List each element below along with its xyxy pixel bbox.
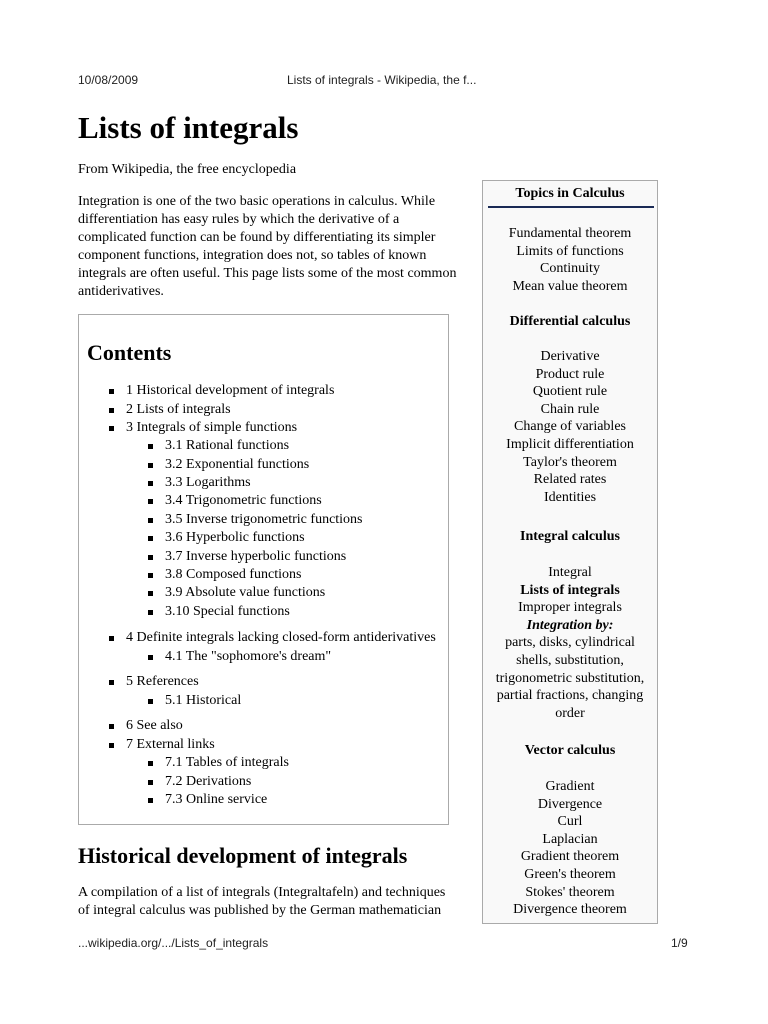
print-header-title: Lists of integrals - Wikipedia, the f... — [287, 73, 477, 87]
sidebar-link[interactable]: Improper integrals — [518, 600, 622, 616]
page-title: Lists of integrals — [78, 110, 299, 145]
sidebar-link[interactable]: Related rates — [533, 472, 607, 488]
toc-link[interactable]: 3.9 Absolute value functions — [165, 584, 325, 602]
toc-link[interactable]: 3.8 Composed functions — [165, 566, 302, 584]
sidebar-link[interactable]: Product rule — [535, 366, 605, 382]
sidebar-link[interactable]: Curl — [557, 814, 583, 830]
toc-link[interactable]: 7.2 Derivations — [165, 773, 251, 791]
sidebar-link[interactable]: Mean value theorem — [512, 278, 628, 294]
sidebar-link[interactable]: Divergence theorem — [513, 902, 627, 918]
toc-link[interactable]: 3.5 Inverse trigonometric functions — [165, 511, 363, 529]
sidebar-title[interactable]: Topics in Calculus — [515, 186, 625, 201]
sidebar-differential-group — [483, 348, 657, 506]
sidebar-link[interactable]: Fundamental theorem — [508, 226, 632, 241]
sidebar-link[interactable]: Identities — [543, 489, 597, 505]
sidebar-link[interactable]: Green's theorem — [524, 866, 616, 882]
toc-link[interactable]: 7.3 Online service — [165, 791, 267, 809]
page-number: 1/9 — [671, 936, 688, 950]
sidebar-current-item: Lists of integrals — [520, 582, 620, 598]
sidebar-link[interactable]: Divergence — [537, 796, 603, 812]
sidebar-link[interactable]: Chain rule — [540, 401, 600, 417]
toc-link[interactable]: 7.1 Tables of integrals — [165, 754, 289, 772]
toc-link[interactable]: 3.6 Hyperbolic functions — [165, 529, 305, 547]
sidebar-vector-group — [483, 778, 657, 919]
sidebar-text-line[interactable]: shells, substitution, — [516, 652, 624, 668]
tagline: From Wikipedia, the free encyclopedia — [78, 162, 297, 177]
toc-link[interactable]: 1 Historical development of integrals — [126, 382, 334, 400]
toc-link[interactable]: 3 Integrals of simple functions — [126, 419, 297, 437]
sidebar-link[interactable]: Stokes' theorem — [525, 884, 615, 900]
sidebar-divider — [488, 206, 654, 208]
sidebar-link[interactable]: Taylor's theorem — [523, 454, 617, 470]
section-paragraph: A compilation of a list of integrals (Integraltafeln) and techniques of integral calculus was published by the German mathematician — [78, 885, 446, 918]
sidebar-link[interactable]: Derivative — [540, 349, 600, 364]
toc-link[interactable]: 4 Definite integrals lacking closed-form antiderivatives — [126, 629, 436, 647]
toc-link[interactable]: 5 References — [126, 673, 199, 691]
toc-link[interactable]: 3.2 Exponential functions — [165, 456, 309, 474]
toc-link[interactable]: 7 External links — [126, 736, 215, 754]
sidebar-text-line[interactable]: order — [555, 705, 585, 721]
sidebar-subheading: Integration by: — [526, 617, 614, 633]
sidebar-link[interactable]: Change of variables — [514, 419, 626, 435]
toc-link[interactable]: 3.10 Special functions — [165, 603, 290, 621]
toc-link[interactable]: 3.1 Rational functions — [165, 437, 289, 455]
calculus-sidebar — [482, 180, 658, 924]
sidebar-text-line[interactable]: partial fractions, changing — [496, 688, 644, 704]
sidebar-link[interactable]: Integral — [548, 565, 592, 580]
toc-list — [79, 315, 448, 824]
print-footer-url: ...wikipedia.org/.../Lists_of_integrals — [78, 936, 269, 950]
sidebar-link[interactable]: Quotient rule — [532, 384, 608, 400]
toc-link[interactable]: 6 See also — [126, 717, 183, 735]
sidebar-heading-integral[interactable]: Integral calculus — [520, 529, 620, 544]
sidebar-link[interactable]: Limits of functions — [516, 243, 624, 259]
sidebar-link[interactable]: Continuity — [540, 261, 600, 277]
sidebar-link[interactable]: Implicit differentiation — [506, 436, 634, 452]
sidebar-text-line[interactable]: parts, disks, cylindrical — [505, 635, 635, 651]
sidebar-link[interactable]: Laplacian — [542, 831, 598, 847]
intro-paragraph: Integration is one of the two basic operations in calculus. While differentiation has easy rules by which the derivative of a complicated function can be found by differentiating its simpler component functions, integration does not, so tables of known integrals are often useful. This page lists some of the most common antiderivatives. — [78, 194, 457, 299]
sidebar-link[interactable]: Gradient theorem — [520, 849, 620, 865]
toc-link[interactable]: 3.7 Inverse hyperbolic functions — [165, 548, 346, 566]
table-of-contents — [78, 314, 449, 825]
sidebar-heading-differential[interactable]: Differential calculus — [509, 314, 631, 329]
print-date: 10/08/2009 — [78, 73, 139, 87]
sidebar-fundamental-group — [483, 225, 657, 295]
section-heading: Historical development of integrals — [78, 843, 408, 868]
sidebar-integral-group — [483, 564, 657, 722]
toc-link[interactable]: 3.3 Logarithms — [165, 474, 251, 492]
toc-link[interactable]: 3.4 Trigonometric functions — [165, 492, 322, 510]
sidebar-link[interactable]: Gradient — [545, 779, 595, 794]
toc-title: Contents — [87, 340, 172, 365]
toc-link[interactable]: 5.1 Historical — [165, 692, 241, 710]
toc-link[interactable]: 4.1 The "sophomore's dream" — [165, 648, 331, 666]
toc-link[interactable]: 2 Lists of integrals — [126, 401, 231, 419]
sidebar-text-line[interactable]: trigonometric substitution, — [495, 670, 645, 686]
sidebar-heading-vector[interactable]: Vector calculus — [524, 743, 616, 758]
